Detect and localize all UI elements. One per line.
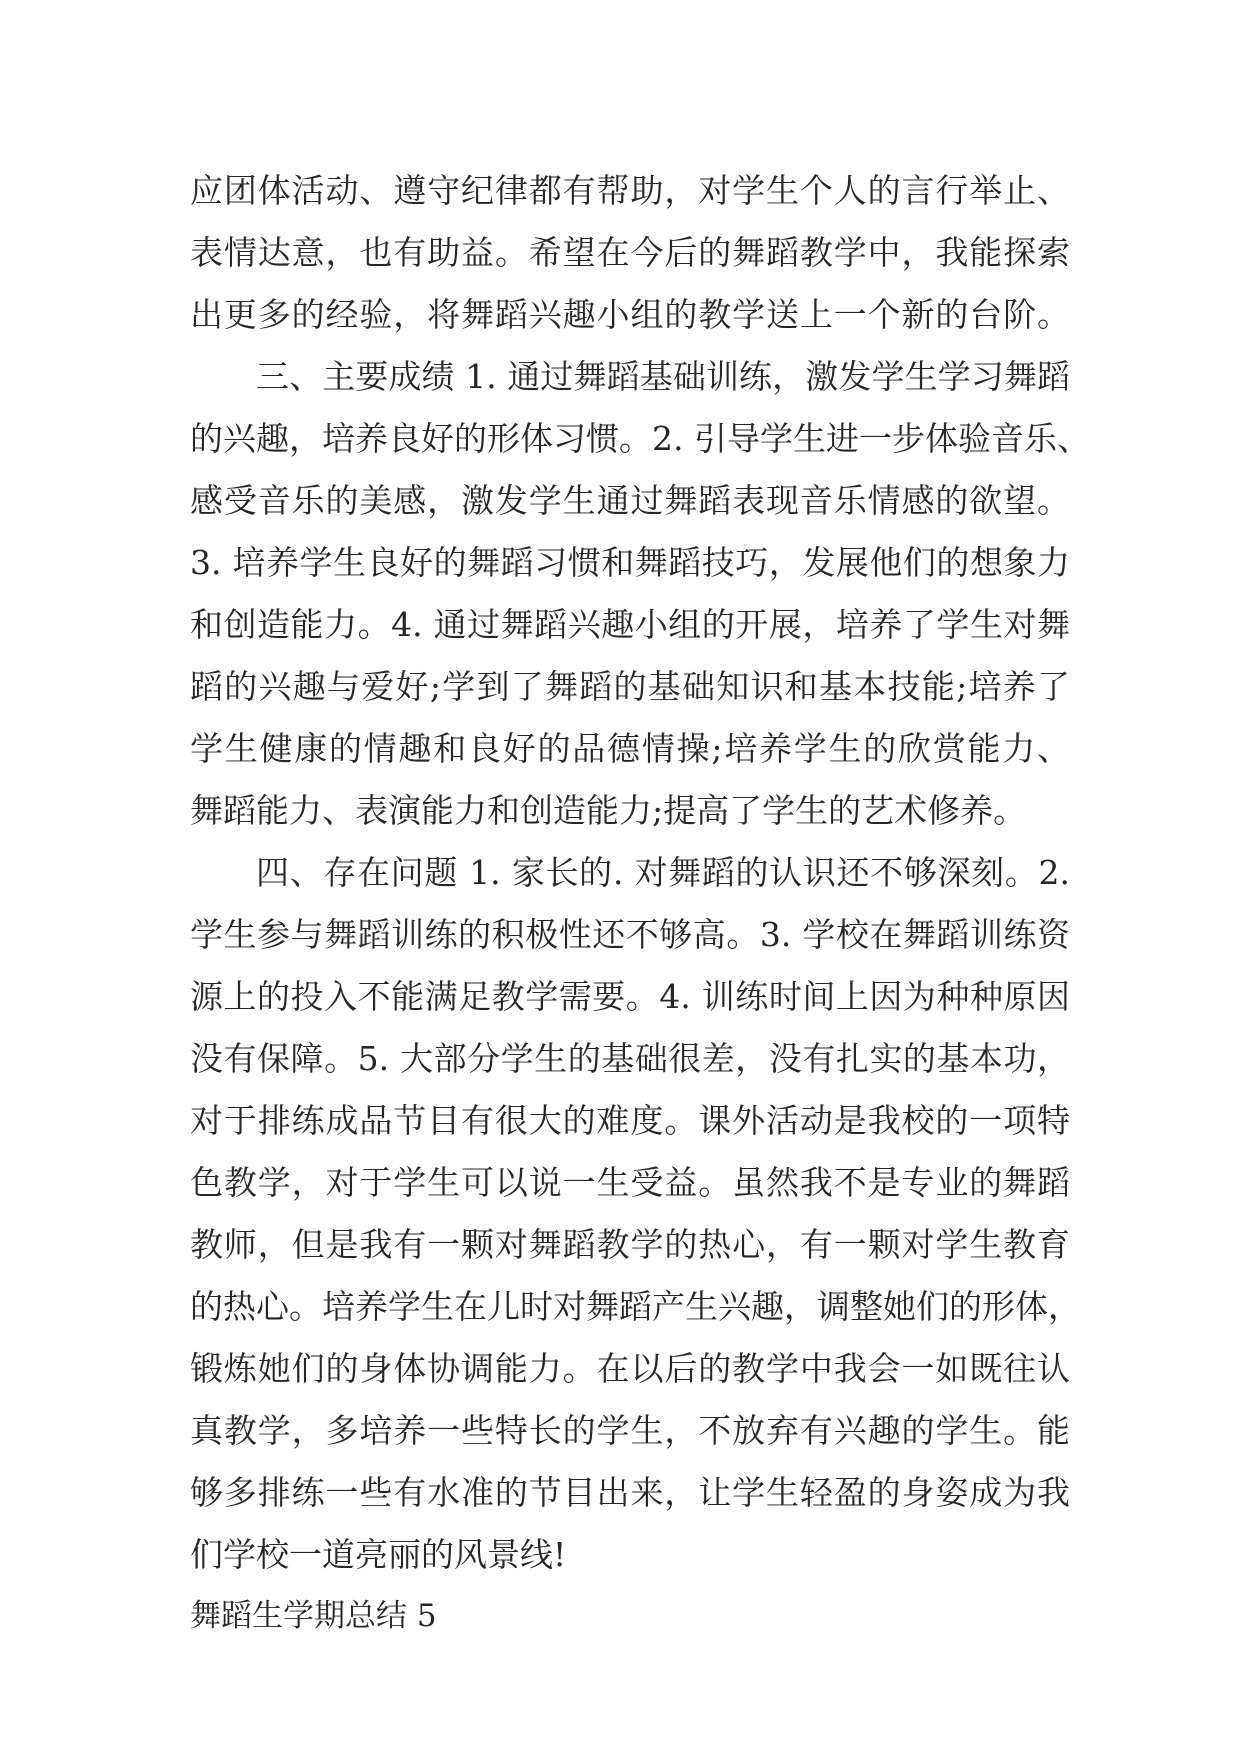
section-heading: 舞蹈生学期总结 5 (190, 1598, 437, 1634)
text-line: 蹈的兴趣与爱好;学到了舞蹈的基础知识和基本技能;培养了 (190, 667, 1070, 706)
text-line: 的热心。培养学生在儿时对舞蹈产生兴趣，调整她们的形体， (190, 1287, 1081, 1326)
text-line: 学生参与舞蹈训练的积极性还不够高。3. 学校在舞蹈训练资 (190, 915, 1070, 954)
text-line: 色教学，对于学生可以说一生受益。虽然我不是专业的舞蹈 (190, 1163, 1070, 1202)
paragraph-main-achievements (190, 346, 1090, 842)
paragraph-teaching-reflection (190, 160, 1070, 346)
text-line: 三、主要成绩 1. 通过舞蹈基础训练，激发学生学习舞蹈 (256, 357, 1070, 396)
text-line: 表情达意，也有助益。希望在今后的舞蹈教学中，我能探索 (190, 233, 1070, 272)
text-line: 真教学，多培养一些特长的学生，不放弃有兴趣的学生。能 (190, 1411, 1070, 1450)
text-line: 3. 培养学生良好的舞蹈习惯和舞蹈技巧，发展他们的想象力 (190, 543, 1070, 582)
text-line: 们学校一道亮丽的风景线! (190, 1535, 567, 1574)
text-line: 够多排练一些有水准的节目出来，让学生轻盈的身姿成为我 (190, 1473, 1070, 1512)
text-line: 出更多的经验，将舞蹈兴趣小组的教学送上一个新的台阶。 (190, 295, 1070, 334)
text-line: 感受音乐的美感，激发学生通过舞蹈表现音乐情感的欲望。 (190, 481, 1070, 520)
text-line: 没有保障。5. 大部分学生的基础很差，没有扎实的基本功， (190, 1039, 1070, 1078)
text-line: 的兴趣，培养良好的形体习惯。2. 引导学生进一步体验音乐、 (190, 419, 1090, 458)
text-line: 应团体活动、遵守纪律都有帮助，对学生个人的言行举止、 (190, 171, 1070, 210)
paragraph-existing-problems (190, 842, 1081, 1586)
text-line: 学生健康的情趣和良好的品德情操;培养学生的欣赏能力、 (190, 729, 1070, 768)
document-body (190, 160, 1090, 1644)
text-line: 舞蹈能力、表演能力和创造能力;提高了学生的艺术修养。 (190, 791, 1027, 830)
text-line: 对于排练成品节目有很大的难度。课外活动是我校的一项特 (190, 1101, 1070, 1140)
text-line: 四、存在问题 1. 家长的. 对舞蹈的认识还不够深刻。2. (256, 853, 1070, 892)
text-line: 源上的投入不能满足教学需要。4. 训练时间上因为种种原因 (190, 977, 1070, 1016)
text-line: 教师，但是我有一颗对舞蹈教学的热心，有一颗对学生教育 (190, 1225, 1070, 1264)
text-line: 锻炼她们的身体协调能力。在以后的教学中我会一如既往认 (190, 1349, 1070, 1388)
text-line: 和创造能力。4. 通过舞蹈兴趣小组的开展，培养了学生对舞 (190, 605, 1070, 644)
